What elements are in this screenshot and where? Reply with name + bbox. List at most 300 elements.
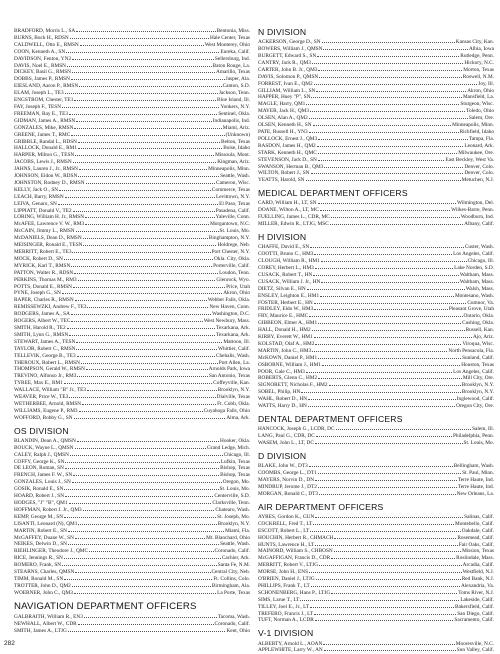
roster-entry [258,548,494,555]
roster-entry [14,353,250,360]
roster-entry [258,334,494,341]
dot-leader [314,300,467,304]
hometown: Missoula, Mont. [215,152,250,159]
hometown: North Pensacola, Fla. [448,347,494,354]
roster-entry [14,360,250,367]
crew-name-rank: WALLACE, William "B" Jr., TE3 [14,387,87,394]
roster-entry [258,375,494,382]
section-heading-medical-department-officers: MEDICAL DEPARTMENT OFFICERS [258,188,408,199]
dot-leader [73,472,219,476]
dot-leader [77,373,207,377]
hometown: Pasadena, Calif. [215,207,250,214]
roster-entry [14,548,250,555]
roster-entry [258,293,494,300]
roster-entry [258,590,494,597]
roster-entry [258,426,494,433]
dot-leader [72,249,210,253]
roster-entry [258,611,494,618]
hometown: Woodburn, Ind. [460,214,494,221]
roster-entry [258,528,494,535]
roster-entry [14,555,250,562]
crew-name-rank: FOSTER, Herbert E., HN [258,299,313,306]
roster-entry [14,465,250,472]
hometown: Montebello, Calif. [455,520,494,527]
dot-leader [69,394,215,398]
dot-leader [58,201,218,205]
crew-name-rank: RODGERS, James A., SA [14,311,70,318]
hometown: St. Louis, Mo. [219,486,250,493]
hometown: Sentinel, Okla. [218,110,250,117]
hometown: Grand Ledge, Mich. [207,444,250,451]
roster-entry [258,46,494,53]
roster-entry [14,290,250,297]
roster-entry [14,194,250,201]
dot-leader [324,164,463,168]
hometown: New Haven, Conn. [209,304,250,311]
roster-entry [258,583,494,590]
hometown: Commerce, Texas [211,186,250,193]
roster-entry [14,339,250,346]
roster-entry [14,139,250,146]
dot-leader [307,286,465,290]
hometown: Levittown, N.Y. [215,193,250,200]
crew-name-rank: THOMPSON, Gerald W., RMSN [14,366,85,373]
dot-leader [76,346,217,350]
crew-name-rank: MARTIN, Robert E., SN [14,527,67,534]
dot-leader [86,366,208,370]
roster-list [258,244,494,410]
dot-leader [64,514,216,518]
dot-leader [74,590,216,594]
crew-name-rank: HOARD, Robert J., SN [14,493,65,500]
hometown: Coffeyville, Kan. [213,380,250,387]
roster-entry [258,576,494,583]
dot-leader [318,200,456,204]
hometown: Jasper, Ala. [225,76,250,83]
dot-leader [306,369,452,373]
hometown: Yonkers, N.Y. [220,103,250,110]
dot-leader [309,129,459,133]
hometown: Bishop, Texas [220,472,250,479]
hometown: Lufkin, Texas [220,458,250,465]
roster-entry [258,320,494,327]
dot-leader [318,136,468,140]
hometown: Miami, Ariz. [222,124,250,131]
hometown: Akron, Ohio [467,87,494,94]
crew-name-rank: GONZALES, Louis J., SN [14,479,71,486]
roster-entry [258,641,494,648]
crew-name-rank: TAYLOR, Robert C., RMSN [14,345,76,352]
roster-entry [14,69,250,76]
roster-entry [14,214,250,221]
hometown: Morton, Texas [463,66,494,73]
crew-name-rank: ROBERTS, Glenn C., HM2 [258,375,318,382]
roster-entry [14,83,250,90]
dot-leader [318,470,461,474]
roster-entry [14,380,250,387]
dot-leader [71,318,202,322]
hometown: Birmingham, Ala. [211,582,250,589]
hometown: Rutledge, Penn. [460,53,494,60]
roster-entry [14,270,250,277]
crew-name-rank: ROMERO, Frank, SN [14,562,62,569]
crew-name-rank: TYREE, Max E., RM1 [14,380,63,387]
dot-leader [86,180,215,184]
crew-name-rank: STARK, Kenneth H., QMC [258,149,317,156]
crew-name-rank: OLSEN, Kenneth H., SN [258,122,312,129]
dot-leader [68,528,224,532]
hometown: Wilkes-Barre, Penn. [451,207,494,214]
roster-entry [14,111,250,118]
dot-leader [309,115,468,119]
crew-name-rank: McCAIN, Jimmy L., RMSN [14,228,75,235]
crew-name-rank: COON, Kenneth A., SN [14,48,66,55]
dot-leader [77,438,219,442]
hometown: Mooresville, N.C. [455,640,494,647]
dot-leader [62,290,222,294]
hometown: Chicago, Ill. [223,451,250,458]
roster-list [258,39,494,184]
crew-name-rank: McKOWN, Daniel P., HM1 [258,354,318,361]
dot-leader [334,548,461,552]
hometown: Price, Utah [226,283,250,290]
hometown: Indianapolis, Ind. [212,117,250,124]
crew-name-rank: MERRITT, Robert E., TE3 [14,249,72,255]
crew-name-rank: SIGNORETT, Nicholas F., HM2 [258,382,328,389]
roster-entry [14,97,250,104]
dot-leader [68,628,226,632]
dot-leader [69,500,212,504]
dot-leader [312,348,447,352]
hometown: Seattle, Wash. [220,173,250,180]
crew-name-rank: SWANSON, Herman B., QM3 [258,163,324,170]
crew-name-rank: MORGAN, Ronald C., DT3 [258,490,319,497]
crew-name-rank: HAPPER, Huey "P", SN [258,94,311,101]
crew-name-rank: SMITH, Harold R., TE2 [14,324,66,331]
roster-entry [258,341,494,348]
hometown: Santa Fe, N.M. [217,562,250,569]
hometown: Morgantown, N.C. [210,221,250,228]
crew-name-rank: COFFY, George K., SN [14,458,65,465]
hometown: Brooklyn, N.Y. [217,520,250,527]
roster-entry [258,306,494,313]
crew-name-rank: LIPPIATT, Donald V., TE2 [14,207,72,214]
dot-leader [315,265,453,269]
hometown: Whittier, Calif. [217,345,250,352]
hometown: St. Louis, Mo. [463,440,494,447]
crew-name-rank: HARPER, Milton G., TESN [14,152,75,159]
crew-name-rank: LEIVA, Genaro, SN [14,200,57,207]
crew-name-rank: MEISINGER, Ronald E., TESN [14,242,83,249]
crew-name-rank: HOFFMAN, Robert J. Jr., QM3 [14,506,82,513]
roster-entry [258,279,494,286]
crew-name-rank: TILLEY, Joel E., Jr., LT [258,603,310,610]
hometown: Montesano, Wash. [454,292,494,299]
roster-entry [14,35,250,42]
roster-entry [14,304,250,311]
roster-entry [14,166,250,173]
crew-name-rank: YEATTS, Harold, SN [258,177,305,184]
hometown: Sellersburg, Ind. [214,55,250,62]
hometown: Cuyahoga Falls, Ohio [203,407,250,414]
dot-leader [322,39,455,43]
dot-leader [331,555,455,559]
roster-list [258,514,494,625]
hometown: Leonard, Ark. [464,142,494,149]
dot-leader [64,576,212,580]
dot-leader [64,486,218,490]
dot-leader [73,284,225,288]
dot-leader [74,97,216,101]
crew-name-rank: LORING, William H. Jr., RMSN [14,214,85,221]
roster-entry [258,101,494,108]
roster-entry [14,152,250,159]
hometown: Lake Norden, S.D. [454,264,494,271]
hometown: Waltham, Mass. [459,271,494,278]
roster-entry [258,164,494,171]
roster-entry [14,90,250,97]
roster-entry [14,42,250,49]
hometown: Coronado, Calif. [214,548,250,555]
dot-leader [70,452,223,456]
hometown: Denver, Colo. [464,170,494,177]
hometown: Tacoma, Wash. [217,613,250,620]
crew-name-rank: McAFEE, Lawrence V. W., RM3 [14,221,85,228]
crew-name-rank: OSBORNE, William J., HM1 [258,361,321,368]
dot-leader [74,125,221,129]
dot-leader [77,353,215,357]
roster-entry [14,486,250,493]
dot-leader [316,88,466,92]
dot-leader [75,535,205,539]
hometown: Ft. Collins, Colo. [213,575,250,582]
dot-leader [62,104,219,108]
hometown: Minneapolis, Minn. [208,166,250,173]
hometown: Blue Island, Ill. [217,97,250,104]
dot-leader [81,360,218,364]
dot-leader [83,235,208,239]
roster-entry [258,300,494,307]
roster-entry [14,346,250,353]
crew-name-rank: PERKINS, Thomas M., RM3 [14,276,77,283]
crew-name-rank: WILLIAMS, Eugene P., RM3 [14,407,78,414]
crew-name-rank: CALDWELL, Otto E., RMSN [14,41,79,48]
crew-name-rank: BRADFORD, Morris L., SA [14,28,76,34]
crew-name-rank: POOR, Gale C., HM3 [258,368,305,375]
hometown: Amarillo, Texas [216,69,250,76]
crew-name-rank: ROGERS, Albert W., TEC [14,318,71,325]
roster-entry [258,214,494,221]
hometown: Mattoon, Ill. [223,338,250,345]
crew-name-rank: HOUCHIN, Herbert R., CHMACH [258,534,334,541]
dot-leader [318,157,445,161]
dot-leader [306,177,461,181]
roster-entry [14,284,250,291]
crew-name-rank: CUSACK, William J. Jr., HN [258,278,321,285]
crew-name-rank: GREENE, James T., RMC [14,131,71,138]
dot-leader [316,576,461,580]
hometown: Port Chester, N.Y. [211,249,250,255]
crew-name-rank: COCKRELL, Fred T., LT [258,520,313,527]
hometown: West Monterey, Ohio [204,41,250,48]
dot-leader [331,590,457,594]
dot-leader [309,569,462,573]
dot-leader [78,173,219,177]
roster-entry [14,472,250,479]
dot-leader [315,617,454,621]
hometown: Belton, Texas [221,138,250,145]
hometown: San Diego, Calif. [457,610,494,617]
crew-name-rank: KIRBY, Everett W., HM1 [258,334,313,341]
dot-leader [315,341,461,345]
crew-name-rank: WILTON, Robert J., SN [258,170,310,177]
dot-leader [72,69,215,73]
hometown: Kansas City, Kan. [455,39,494,46]
roster-entry [14,256,250,263]
roster-entry [14,173,250,180]
dot-leader [73,159,216,163]
hometown: Roslindale, Mass. [456,555,494,562]
dot-leader [336,426,472,430]
dot-leader [69,111,217,115]
dot-leader [314,334,472,338]
dot-leader [65,459,219,463]
dot-leader [68,541,219,545]
hometown: Texarkana, Ark. [216,324,250,331]
roster-entry [14,208,250,215]
hometown: El Paso, Texas [219,200,250,207]
dot-leader [72,56,214,60]
roster-entry [258,170,494,177]
roster-entry [258,403,494,410]
section-heading-d-division: D DIVISION [258,450,307,461]
crew-name-rank: NEIKES, Delwin D., SN [14,541,67,548]
dot-leader [78,621,214,625]
roster-entry [14,628,250,635]
roster-entry [14,507,250,514]
dot-leader [318,484,457,488]
roster-list [14,438,250,597]
crew-name-rank: HANCOCK, Joseph G., LCDR, DC [258,426,335,433]
roster-entry [258,440,494,447]
dot-leader [309,313,462,317]
hometown: Bishop, Texas [220,465,250,472]
dot-leader [319,74,462,78]
hometown: Sunland, Calif. [462,354,494,361]
hometown: Okla. City, Okla. [214,255,250,262]
crew-name-rank: DIETZ, Silvan E., HN [258,285,306,292]
roster-entry [258,272,494,279]
hometown: Ft. Cobb, Okla. [217,400,250,407]
crew-name-rank: MARTIN, John C., HM3 [258,347,312,354]
hometown: Chehalis, Wash. [215,352,250,359]
hometown: Walsh, Mass. [465,285,494,292]
dot-leader [79,166,207,170]
crew-name-rank: TUFT, Norman A., LCDR [258,617,314,624]
crew-name-rank: MOCK, Robert D., SN [14,255,63,262]
hometown: Oakdale, Calif. [461,527,494,534]
dot-leader [314,251,452,255]
crew-name-rank: WASEM, John L., LT, DC [258,440,314,447]
hometown: Custer, Wash. [464,244,494,251]
roster-entry [14,366,250,373]
hometown: (Unknown) [225,131,250,138]
hometown: Red Bank, N.J. [461,576,494,583]
roster-entry [14,387,250,394]
hometown: Coronado, Calif. [214,620,250,627]
roster-entry [258,348,494,355]
crew-name-rank: GILLIAM, William L., SN [258,87,316,94]
crew-name-rank: WOERNER, John C., QM3 [14,589,73,596]
hometown: Albany, Calif. [464,221,494,228]
crew-name-rank: TIMM, Ronald M., SN [14,575,64,582]
hometown: Binghampton, N.Y. [208,235,250,242]
hometown: Canton, S.D. [222,83,250,90]
roster-entry [258,251,494,258]
dot-leader [318,320,461,324]
hometown: Houston, Texas [461,361,494,368]
dot-leader [69,332,215,336]
roster-entry [258,207,494,214]
roster-entry [258,108,494,115]
dot-leader [76,118,212,122]
crew-name-rank: SCHONENBERG, Hans P., LTJG [258,589,331,596]
hometown: Salem, Ore. [468,115,494,122]
dot-leader [76,339,222,343]
dot-leader [318,355,461,359]
dot-leader [309,463,453,467]
hometown: Clarksville, Tenn. [212,500,250,507]
hometown: Yaleville, Conn. [215,214,250,221]
hometown: Dialville, Texas [216,394,250,401]
crew-name-rank: WAHL, Robert D., HN [258,396,308,403]
roster-entry [14,415,250,422]
roster-entry [14,221,250,228]
dot-leader [323,641,454,645]
crew-name-rank: MYRICK, Karl T., RMSN [14,262,71,269]
hometown: Miami, Fla. [225,527,250,534]
hometown: Sacramento, Calif. [454,617,494,624]
roster-entry [14,201,250,208]
hometown: Metuchen, N.J. [461,177,494,184]
crew-name-rank: FRENCH, James F. W., SN [14,472,73,479]
roster-list [258,463,494,498]
dot-leader [310,604,454,608]
roster-entry [14,56,250,63]
dot-leader [310,528,461,532]
roster-list [14,28,250,422]
dot-leader [74,415,226,419]
roster-entry [258,60,494,67]
dot-leader [317,53,459,57]
roster-entry [258,67,494,74]
hometown: La Porte, Texas [217,589,250,596]
crew-name-rank: ACKERSON, George D., SN [258,39,321,46]
crew-name-rank: SMITH, James A., LTJG [14,627,67,634]
dot-leader [80,42,204,46]
section-heading-dental-department-officers: DENTAL DEPARTMENT OFFICERS [258,414,403,425]
roster-list [258,641,494,654]
roster-entry [258,433,494,440]
roster-entry [258,569,494,576]
roster-entry [258,647,494,654]
hometown: San Antonio, Texas [208,373,250,380]
roster-entry [258,258,494,265]
hometown: Bentonia, Miss. [216,28,250,34]
dot-leader [78,277,216,281]
hometown: Oregon, Mo. [222,479,250,486]
crew-name-rank: FREEMAN, Ray E., TE3 [14,110,69,117]
